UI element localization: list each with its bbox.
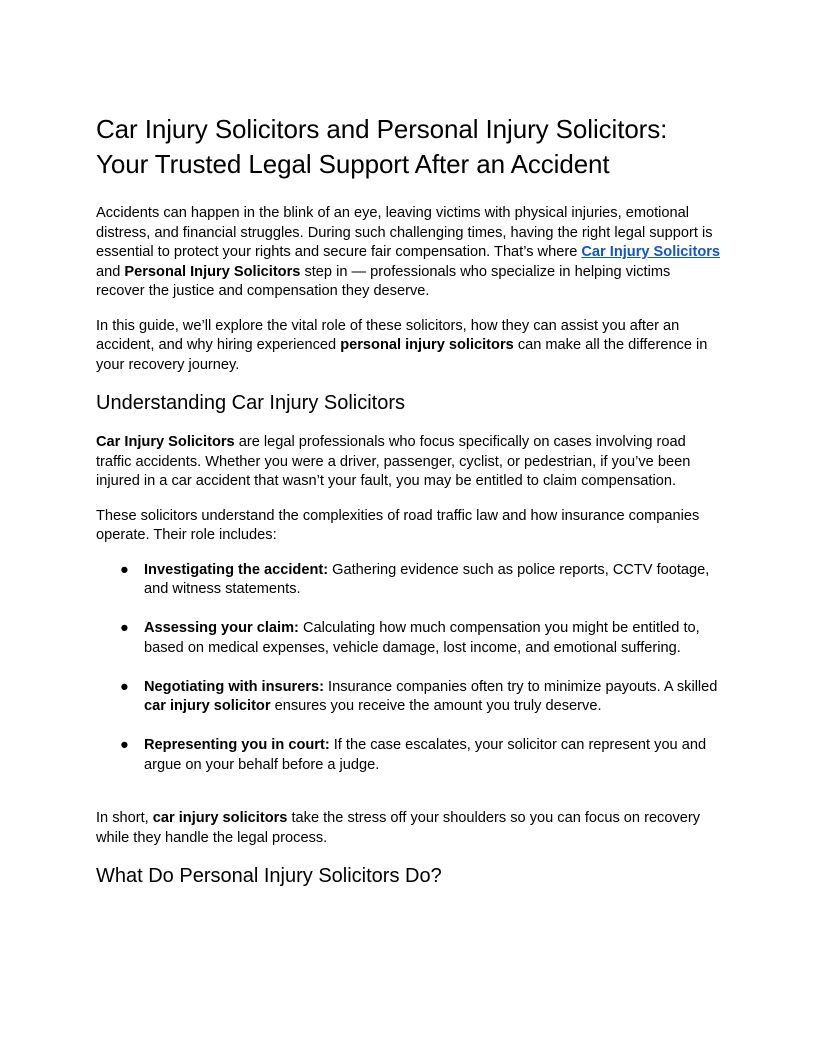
bullet-icon: ●: [120, 561, 129, 578]
list-item: [96, 736, 722, 775]
list-item-text: Insurance companies often try to minimize payouts. A skilled: [324, 678, 718, 695]
list-item-text: Calculating how much compensation you might be entitled to, based on medical expenses, vehicle damage, lost income, and emotional suffering.: [144, 620, 700, 656]
document-page: [96, 112, 722, 906]
section-heading-understanding: Understanding Car Injury Solicitors: [96, 392, 406, 414]
section-heading-personal-injury: What Do Personal Injury Solicitors Do?: [96, 865, 442, 887]
summary-text-1: In short,: [96, 810, 153, 826]
list-item-text: Gathering evidence such as police reports, CCTV footage, and witness statements.: [144, 561, 710, 597]
summary-bold: car injury solicitors: [152, 810, 288, 826]
list-item-text: If the case escalates, your solicitor can represent you and argue on your behalf before a judge.: [144, 737, 707, 773]
guide-text-1: In this guide, we’ll explore the vital role of these solicitors, how they can assist you after an accident, and why hiring experienced: [96, 317, 680, 353]
car-injury-solicitors-link[interactable]: Car Injury Solicitors: [581, 244, 721, 260]
list-item: [96, 619, 722, 658]
list-item-label: Investigating the accident:: [144, 561, 329, 578]
list-item-label: Negotiating with insurers:: [144, 678, 324, 695]
guide-paragraph: [96, 317, 722, 376]
section1-paragraph-1: [96, 433, 722, 492]
page-title: Car Injury Solicitors and Personal Injury Solicitors: Your Trusted Legal Support After an Accident: [96, 114, 668, 179]
intro-bold: Personal Injury Solicitors: [124, 263, 301, 280]
intro-text-3: step in — professionals who specialize in helping victims recover the justice and compensation they deserve.: [96, 263, 671, 299]
summary-paragraph: [96, 809, 722, 848]
section1-text: are legal professionals who focus specifically on cases involving road traffic accidents. Whether you were a driver, passenger, cyclist, or pedestrian, if you’ve been injured in a car accident that wasn’t your fault, you may be entitled to claim compensation.: [96, 434, 691, 489]
list-item: [96, 561, 722, 600]
section1-paragraph-2: These solicitors understand the complexities of road traffic law and how insurance companies operate. Their role includes:: [96, 507, 700, 543]
intro-text-2: and: [96, 263, 125, 280]
intro-paragraph: [96, 204, 722, 302]
list-item-bold: car injury solicitor: [144, 698, 271, 714]
list-item-text: ensures you receive the amount you truly deserve.: [270, 698, 602, 714]
bullet-icon: ●: [120, 620, 129, 636]
list-item-label: Representing you in court:: [144, 737, 330, 753]
summary-text-2: take the stress off your shoulders so you can focus on recovery while they handle the legal process.: [96, 810, 701, 846]
list-item-label: Assessing your claim:: [144, 620, 299, 636]
intro-text-1: Accidents can happen in the blink of an eye, leaving victims with physical injuries, emotional distress, and financial struggles. During such challenging times, having the right legal support is essential to protect your rights and secure fair compensation. That’s where: [96, 205, 713, 260]
section1-bold: Car Injury Solicitors: [96, 434, 235, 450]
role-list: [96, 561, 722, 776]
list-item: [96, 678, 722, 717]
bullet-icon: ●: [120, 678, 129, 695]
guide-text-2: can make all the difference in your recovery journey.: [96, 337, 708, 373]
bullet-icon: ●: [120, 737, 129, 753]
guide-bold: personal injury solicitors: [340, 337, 514, 353]
